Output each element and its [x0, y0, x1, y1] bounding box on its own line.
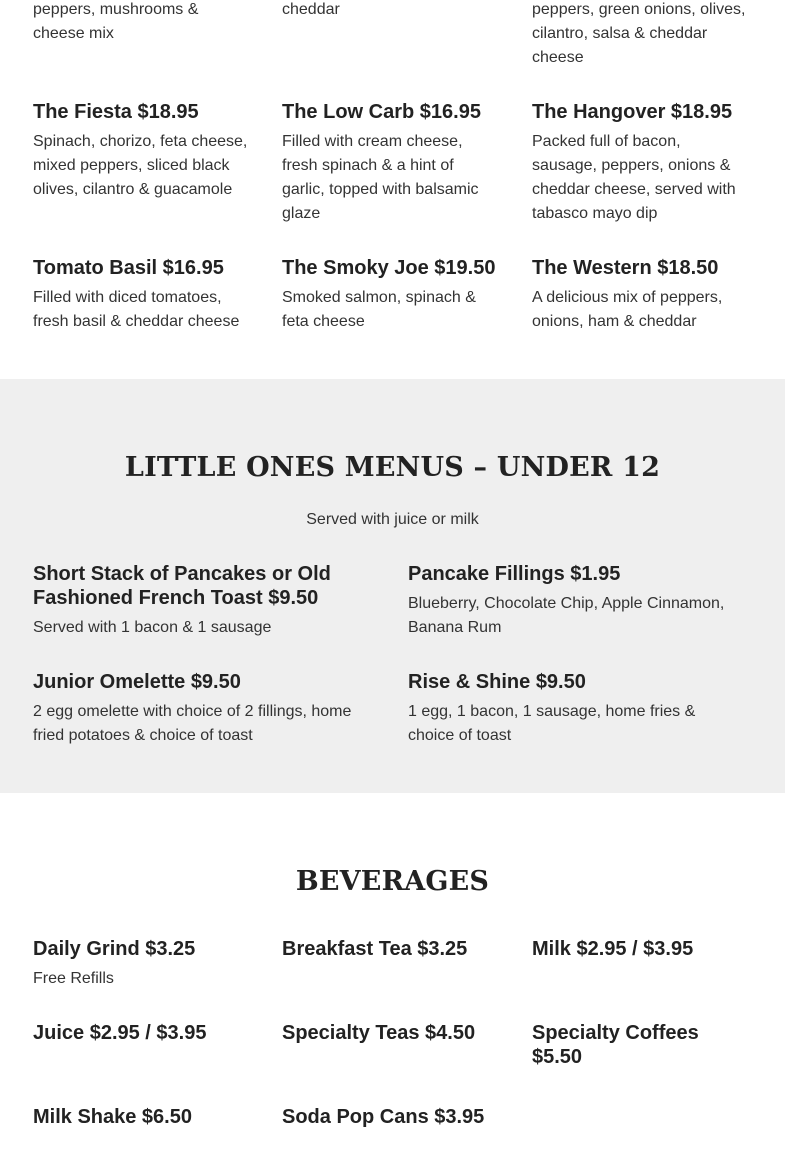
menu-item-description: Filled with diced tomatoes, fresh basil & cheddar cheese: [33, 289, 240, 330]
menu-item-title: Junior Omelette $9.50: [33, 671, 241, 693]
menu-item: [33, 1021, 261, 1045]
menu-item: [282, 256, 510, 334]
menu-item-description: Served with 1 bacon & 1 sausage: [33, 619, 272, 636]
menu-item: [33, 1105, 261, 1129]
menu-item-description: 2 egg omelette with choice of 2 fillings, home fried potatoes & choice of toast: [33, 703, 352, 744]
menu-item: [33, 562, 378, 640]
menu-item-description: cheddar: [282, 1, 340, 18]
beverages-section: [0, 793, 785, 1154]
menu-item: [532, 100, 762, 226]
menu-item-title: Rise & Shine $9.50: [408, 671, 586, 693]
menu-item-description: peppers, green onions, olives, cilantro, salsa & cheddar cheese: [532, 1, 746, 66]
menu-item: [532, 256, 762, 334]
section-heading: BEVERAGES: [295, 866, 490, 897]
menu-item-title: Daily Grind $3.25: [33, 938, 196, 960]
menu-item-title: Specialty Coffees $5.50: [532, 1022, 699, 1068]
menu-item: [282, 1021, 510, 1045]
menu-item: [33, 256, 261, 334]
menu-item-title: Pancake Fillings $1.95: [408, 563, 621, 585]
menu-item: [532, 937, 762, 961]
menu-item-description: Packed full of bacon, sausage, peppers, onions & cheddar cheese, served with tabasco mayo dip: [532, 133, 736, 222]
menu-item-title: Juice $2.95 / $3.95: [33, 1022, 207, 1044]
menu-item: [282, 100, 510, 226]
kids-menu-section: [0, 379, 785, 793]
menu-item-title: The Low Carb $16.95: [282, 101, 481, 123]
menu-item: [33, 937, 261, 991]
menu-item: [282, 937, 510, 961]
menu-item-description: Filled with cream cheese, fresh spinach & a hint of garlic, topped with balsamic glaze: [282, 133, 479, 222]
menu-item-title: The Smoky Joe $19.50: [282, 257, 496, 279]
menu-item: [33, 100, 261, 202]
menu-item: [33, 670, 378, 748]
menu-item-title: The Fiesta $18.95: [33, 101, 199, 123]
menu-item-title: The Western $18.50: [532, 257, 719, 279]
menu-item-title: Milk Shake $6.50: [33, 1106, 192, 1128]
menu-item-description: A delicious mix of peppers, onions, ham & cheddar: [532, 289, 723, 330]
menu-item-title: Short Stack of Pancakes or Old Fashioned French Toast $9.50: [33, 563, 331, 609]
menu-item-description: Smoked salmon, spinach & feta cheese: [282, 289, 476, 330]
menu-item-description: Free Refills: [33, 970, 114, 987]
menu-item-title: Tomato Basil $16.95: [33, 257, 224, 279]
menu-item: [408, 670, 753, 748]
menu-item-title: Breakfast Tea $3.25: [282, 938, 468, 960]
menu-item: [532, 1021, 762, 1069]
menu-item-title: Specialty Teas $4.50: [282, 1022, 476, 1044]
menu-item: [282, 1105, 522, 1129]
menu-item-title: Soda Pop Cans $3.95: [282, 1106, 485, 1128]
section-subtitle: Served with juice or milk: [306, 511, 479, 528]
menu-item-description: Spinach, chorizo, feta cheese, mixed peppers, sliced black olives, cilantro & guacamole: [33, 133, 248, 198]
menu-item-title: Milk $2.95 / $3.95: [532, 938, 694, 960]
menu-item: [408, 562, 753, 640]
omelettes-section: [0, 0, 785, 379]
menu-item-description: Blueberry, Chocolate Chip, Apple Cinnamon, Banana Rum: [408, 595, 725, 636]
menu-item-description: 1 egg, 1 bacon, 1 sausage, home fries & choice of toast: [408, 703, 696, 744]
section-heading: LITTLE ONES MENUS – UNDER 12: [124, 452, 661, 483]
menu-item-title: The Hangover $18.95: [532, 101, 733, 123]
menu-item-description: peppers, mushrooms & cheese mix: [33, 1, 199, 42]
